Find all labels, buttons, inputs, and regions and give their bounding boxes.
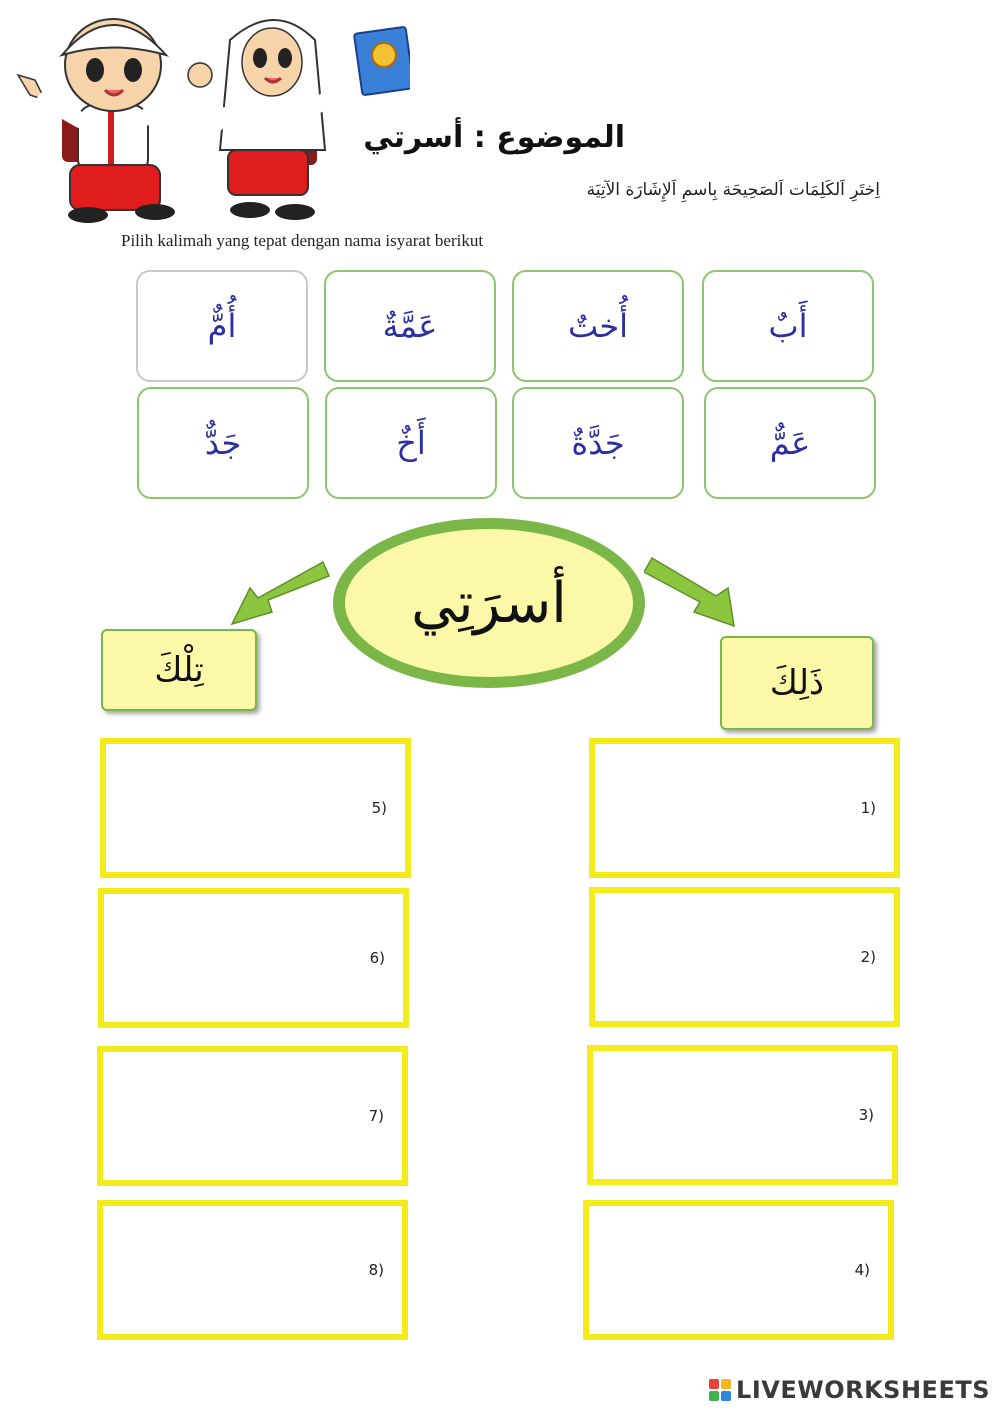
answer-box-1[interactable] (589, 738, 900, 878)
answer-box-6[interactable] (98, 888, 409, 1028)
tilka-label-box (101, 629, 257, 711)
word-label: أَبٌ (768, 307, 808, 345)
word-card-umm[interactable] (136, 270, 308, 382)
word-card-jaddah[interactable] (512, 387, 684, 499)
answer-number: 3) (858, 1106, 874, 1124)
answer-number: 4) (854, 1261, 870, 1279)
word-card-ammah[interactable] (324, 270, 496, 382)
answer-box-2[interactable] (589, 887, 900, 1027)
answer-number: 2) (860, 948, 876, 966)
center-oval (345, 529, 633, 677)
liveworksheets-logo (709, 1373, 990, 1407)
center-label: أسرَتِي (411, 570, 567, 636)
logo-mark-icon (709, 1379, 731, 1401)
answer-number: 8) (368, 1261, 384, 1279)
logo-text: LIVEWORKSHEETS (736, 1376, 990, 1404)
answer-box-5[interactable] (100, 738, 411, 878)
word-label: جَدٌّ (204, 424, 242, 462)
instruction-arabic: اِختَرِ اَلكَلِمَات اَلصَحِيحَة بِاسمِ اَلإِشَارَة الآتِيَة (586, 180, 880, 200)
word-label: عَمَّةٌ (382, 307, 438, 345)
word-label: أَخٌ (396, 424, 426, 462)
instruction-indonesian: Pilih kalimah yang tepat dengan nama isyarat berikut (121, 231, 484, 250)
answer-box-8[interactable] (97, 1200, 408, 1340)
word-card-ukht[interactable] (512, 270, 684, 382)
dhalika-label: ذَلِكَ (769, 663, 825, 703)
word-label: عَمٌّ (769, 424, 811, 462)
answer-number: 6) (369, 949, 385, 967)
word-label: جَدَّةٌ (571, 424, 625, 462)
arrow-right-icon (644, 556, 738, 630)
answer-number: 1) (860, 799, 876, 817)
word-card-jadd[interactable] (137, 387, 309, 499)
word-card-ab[interactable] (702, 270, 874, 382)
dhalika-label-box (720, 636, 874, 730)
answer-number: 5) (371, 799, 387, 817)
answer-box-4[interactable] (583, 1200, 894, 1340)
topic-title: الموضوع : أسرتي (363, 120, 625, 155)
answer-box-7[interactable] (97, 1046, 408, 1186)
tilka-label: تِلْكَ (154, 650, 204, 690)
students-illustration (10, 0, 410, 225)
arrow-left-icon (228, 560, 330, 628)
word-card-amm[interactable] (704, 387, 876, 499)
answer-number: 7) (368, 1107, 384, 1125)
answer-box-3[interactable] (587, 1045, 898, 1185)
word-label: أُختٌ (567, 307, 629, 345)
boy-figure (18, 19, 212, 223)
word-card-akh[interactable] (325, 387, 497, 499)
word-label: أُمٌّ (207, 307, 237, 345)
